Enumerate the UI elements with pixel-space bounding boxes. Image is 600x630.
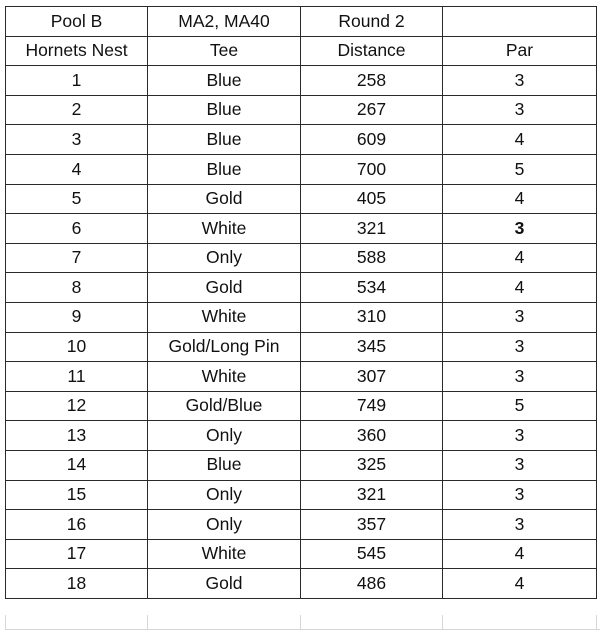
tee-cell[interactable]: Blue [148,154,301,184]
tee-cell[interactable]: White [148,214,301,244]
tee-cell[interactable]: Blue [148,66,301,96]
par-cell[interactable]: 4 [443,273,597,303]
par-cell[interactable]: 3 [443,214,597,244]
tee-cell[interactable]: Gold/Long Pin [148,332,301,362]
table-row [6,391,597,421]
hole-number-cell[interactable]: 15 [6,480,148,510]
hole-number-cell[interactable]: 14 [6,450,148,480]
header-row-pool [6,7,597,37]
distance-cell[interactable]: 310 [301,302,443,332]
par-cell[interactable]: 3 [443,66,597,96]
table-row [6,243,597,273]
hole-number-cell[interactable]: 13 [6,421,148,451]
hole-number-cell[interactable]: 5 [6,184,148,214]
hole-number-cell[interactable]: 8 [6,273,148,303]
gridline [300,615,301,630]
tee-cell[interactable]: Gold [148,273,301,303]
course-name-cell[interactable]: Hornets Nest [6,36,148,66]
distance-cell[interactable]: 588 [301,243,443,273]
hole-number-cell[interactable]: 16 [6,510,148,540]
distance-cell[interactable]: 405 [301,184,443,214]
hole-number-cell[interactable]: 12 [6,391,148,421]
hole-number-cell[interactable]: 2 [6,95,148,125]
par-cell[interactable]: 4 [443,539,597,569]
hole-number-cell[interactable]: 10 [6,332,148,362]
par-cell[interactable]: 3 [443,421,597,451]
gridline [147,615,148,630]
table-row [6,95,597,125]
tee-header-cell[interactable]: Tee [148,36,301,66]
distance-header-cell[interactable]: Distance [301,36,443,66]
distance-cell[interactable]: 534 [301,273,443,303]
hole-number-cell[interactable]: 17 [6,539,148,569]
tee-cell[interactable]: Only [148,243,301,273]
par-header-cell[interactable]: Par [443,36,597,66]
round-cell[interactable]: Round 2 [301,7,443,37]
table-row [6,332,597,362]
hole-number-cell[interactable]: 3 [6,125,148,155]
par-cell[interactable]: 3 [443,450,597,480]
table-row [6,569,597,599]
hole-number-cell[interactable]: 6 [6,214,148,244]
distance-cell[interactable]: 609 [301,125,443,155]
table-row [6,539,597,569]
tee-cell[interactable]: Gold [148,569,301,599]
distance-cell[interactable]: 345 [301,332,443,362]
table-row [6,362,597,392]
table-row [6,184,597,214]
gridline [442,615,443,630]
par-cell[interactable]: 4 [443,243,597,273]
par-cell[interactable]: 5 [443,154,597,184]
par-cell[interactable]: 4 [443,569,597,599]
tee-cell[interactable]: White [148,539,301,569]
table-row [6,450,597,480]
hole-number-cell[interactable]: 9 [6,302,148,332]
distance-cell[interactable]: 700 [301,154,443,184]
table-row [6,510,597,540]
distance-cell[interactable]: 258 [301,66,443,96]
gridline [596,615,597,630]
distance-cell[interactable]: 267 [301,95,443,125]
table-body [6,7,597,599]
tee-cell[interactable]: Blue [148,95,301,125]
distance-cell[interactable]: 749 [301,391,443,421]
tee-cell[interactable]: Only [148,421,301,451]
hole-number-cell[interactable]: 1 [6,66,148,96]
tee-cell[interactable]: Only [148,480,301,510]
table-row [6,66,597,96]
par-cell[interactable]: 3 [443,302,597,332]
tee-cell[interactable]: Blue [148,125,301,155]
par-cell[interactable]: 3 [443,510,597,540]
distance-cell[interactable]: 307 [301,362,443,392]
tee-cell[interactable]: Gold [148,184,301,214]
distance-cell[interactable]: 357 [301,510,443,540]
par-cell[interactable]: 3 [443,332,597,362]
pool-cell[interactable]: Pool B [6,7,148,37]
distance-cell[interactable]: 486 [301,569,443,599]
table-row [6,421,597,451]
par-cell[interactable]: 4 [443,125,597,155]
tee-cell[interactable]: White [148,362,301,392]
distance-cell[interactable]: 545 [301,539,443,569]
hole-number-cell[interactable]: 7 [6,243,148,273]
tee-cell[interactable]: Blue [148,450,301,480]
distance-cell[interactable]: 321 [301,214,443,244]
par-cell[interactable]: 3 [443,480,597,510]
distance-cell[interactable]: 321 [301,480,443,510]
tee-cell[interactable]: White [148,302,301,332]
division-cell[interactable]: MA2, MA40 [148,7,301,37]
hole-number-cell[interactable]: 4 [6,154,148,184]
table-row [6,273,597,303]
empty-header-cell[interactable] [443,7,597,37]
tee-cell[interactable]: Only [148,510,301,540]
gridline [5,615,6,630]
table-row [6,125,597,155]
table-row [6,302,597,332]
table-row [6,480,597,510]
tee-cell[interactable]: Gold/Blue [148,391,301,421]
par-cell[interactable]: 3 [443,95,597,125]
par-cell[interactable]: 5 [443,391,597,421]
distance-cell[interactable]: 325 [301,450,443,480]
par-cell[interactable]: 3 [443,362,597,392]
par-cell[interactable]: 4 [443,184,597,214]
course-table [5,6,597,599]
hole-number-cell[interactable]: 11 [6,362,148,392]
table-row [6,154,597,184]
table-row [6,214,597,244]
distance-cell[interactable]: 360 [301,421,443,451]
header-row-columns [6,36,597,66]
hole-number-cell[interactable]: 18 [6,569,148,599]
